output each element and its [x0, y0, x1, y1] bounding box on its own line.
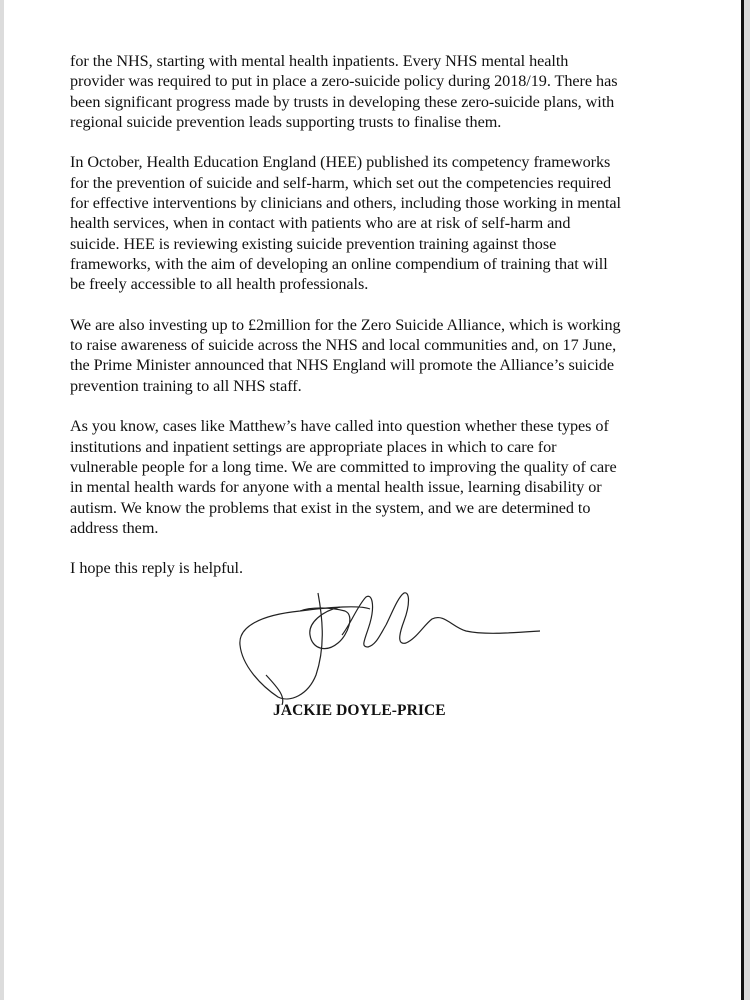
paragraph-zero-suicide-policy: for the NHS, starting with mental health inpatients. Every NHS mental health provider was required to put in place a zero-suicide policy during 2018/19. There has been significant progress made by trusts in developing these zero-suicide plans, with regional suicide prevention leads supporting trusts to finalise them.	[70, 52, 618, 131]
page-edge-right	[744, 0, 750, 1000]
letter-body	[70, 51, 710, 599]
signatory-name: JACKIE DOYLE-PRICE	[273, 702, 446, 719]
handwritten-signature	[230, 585, 550, 705]
paragraph-zero-suicide-alliance: We are also investing up to £2million for the Zero Suicide Alliance, which is working to raise awareness of suicide across the NHS and local communities and, on 17 June, the Prime Minister announced that NHS England will promote the Alliance’s suicide prevention training to all NHS staff.	[70, 315, 621, 395]
paragraph-closing: I hope this reply is helpful.	[70, 559, 243, 578]
paragraph-hee-frameworks: In October, Health Education England (HEE) published its competency frameworks for the prevention of suicide and self-harm, which set out the competencies required for effective interventions by clinicians and others, including those working in mental health services, when in contact with patients who are at risk of self-harm and suicide. HEE is reviewing existing suicide prevention training against those frameworks, with the aim of developing an online compendium of training that will be freely accessible to all health professionals.	[70, 153, 621, 294]
paragraph-inpatient-settings: As you know, cases like Matthew’s have called into question whether these types of institutions and inpatient settings are appropriate places in which to care for vulnerable people for a long time. We are committed to improving the quality of care in mental health wards for anyone with a mental health issue, learning disability or autism. We know the problems that exist in the system, and we are determined to address them.	[70, 417, 617, 537]
page-edge-left	[0, 0, 4, 1000]
